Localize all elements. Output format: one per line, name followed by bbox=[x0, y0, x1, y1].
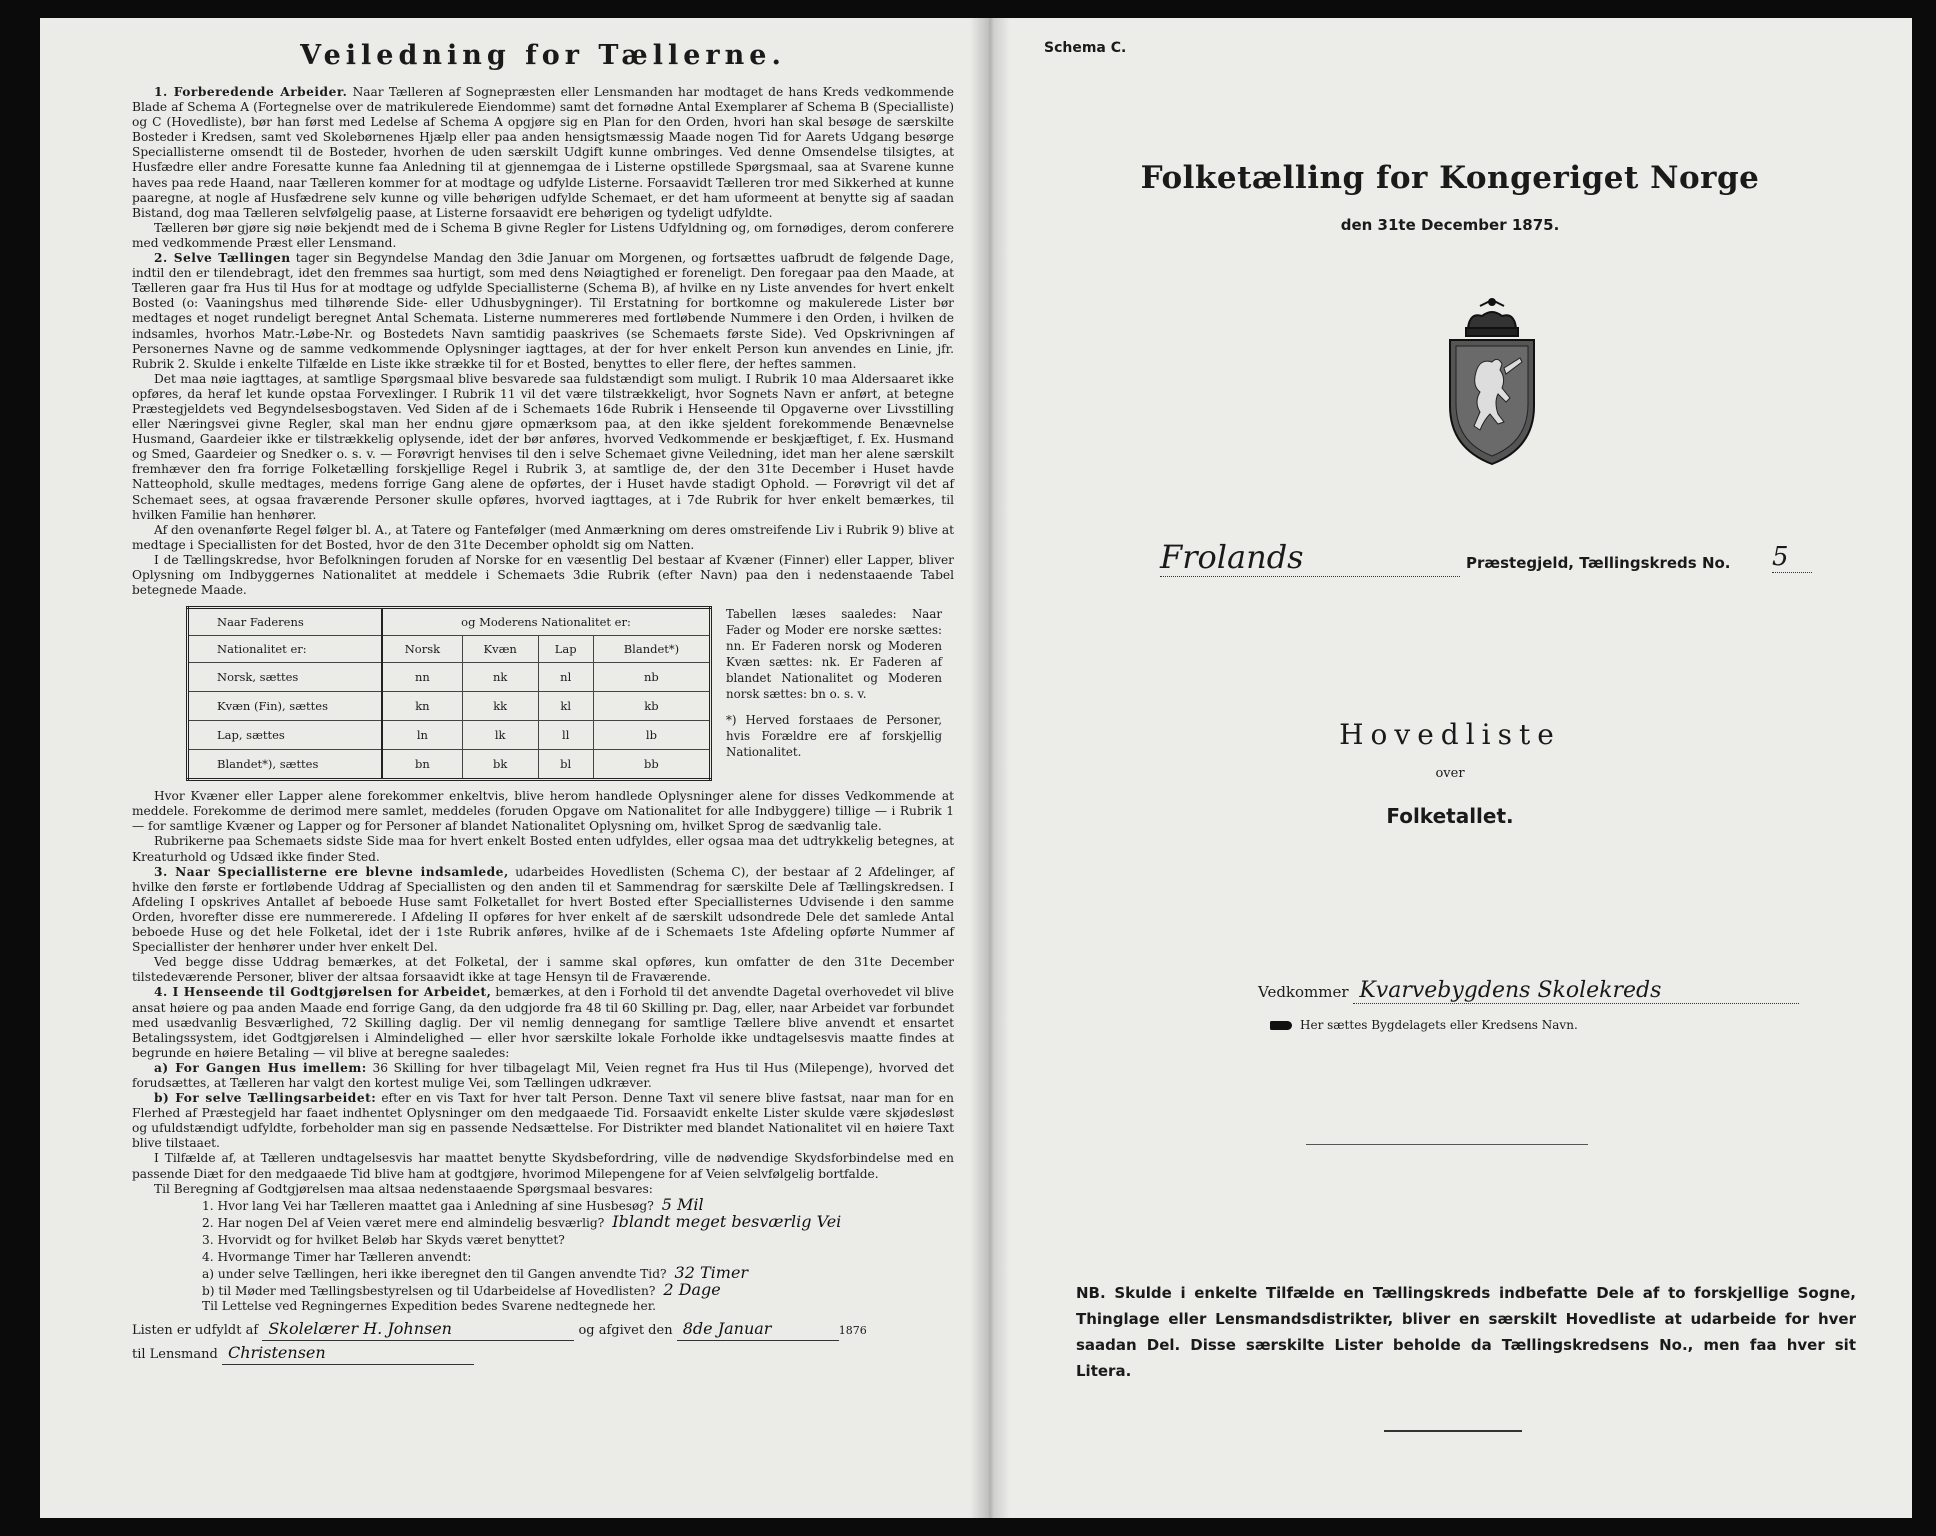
left-page bbox=[40, 18, 988, 1518]
question-answer: Iblandt meget besværlig Vei bbox=[612, 1211, 842, 1231]
instructions-sections-2 bbox=[132, 789, 954, 1197]
instruction-paragraph bbox=[132, 1091, 954, 1151]
paragraph-text: Af den ovenanførte Regel følger bl. A., at Tatere og Fantefølger (med Anmærkning om deres omstreifende Liv i Rubrik 9) blive at medtage i Speciallisten for det Bosted, hvor de den 31te December opholdt sig om Natten. bbox=[132, 522, 954, 552]
paragraph-lead: 2. Selve Tællingen bbox=[154, 251, 291, 266]
instruction-paragraph bbox=[132, 1061, 954, 1091]
table-row-label: Lap, sættes bbox=[188, 721, 383, 750]
question-item bbox=[202, 1248, 954, 1265]
paragraph-text: efter en vis Taxt for hver talt Person. Denne Taxt vil senere blive fastsat, naar man for en Flerhed af Præstegjeld har faaet indhentet Oplysninger om den medgaaede Tid. Forsaavidt enkelte Lister skulde være skjødesløst og ufuldstændigt udfyldte, forbeholder man sig en passende Nedsættelse. For Distrikter med blandet Nationalitet vil en høiere Taxt blive tilstaaet. bbox=[132, 1091, 954, 1151]
sig-label: Listen er udfyldt af bbox=[132, 1322, 259, 1338]
question-answer: 2 Dage bbox=[663, 1279, 721, 1299]
vedkommer-handwritten: Kvarvebygdens Skolekreds bbox=[1353, 978, 1799, 1004]
instruction-paragraph bbox=[132, 865, 954, 956]
paragraph-text: Hvor Kvæner eller Lapper alene forekommer enkeltvis, blive herom handlede Oplysninger alene for disses Vedkommende at meddele. Forekomme de derimod mere samlet, meddeles (foruden Opgave om Nationalitet for alle Indbyggere) tillige — i Rubrik 1 — for samtlige Kvæner og Lapper og for Personer af blandet Nationalitet Oplysning om, hvilket Sprog de sædvanlig tale. bbox=[132, 789, 954, 834]
paragraph-text: Tælleren bør gjøre sig nøie bekjendt med de i Schema B givne Regler for Listens Udfyldning og, om fornødiges, derom conferere med vedkommende Præst eller Lensmand. bbox=[132, 220, 954, 250]
table-column-header: Kvæn bbox=[462, 636, 538, 663]
table-cell: lk bbox=[462, 721, 538, 750]
district-number: 5 bbox=[1772, 542, 1812, 573]
census-title: Folketælling for Kongeriget Norge bbox=[1140, 160, 1760, 196]
question-item bbox=[202, 1211, 954, 1231]
sig-name: Skolelærer H. Johnsen bbox=[262, 1318, 574, 1341]
instructions-column bbox=[132, 40, 954, 1366]
question-text: 4. Hvormange Timer har Tælleren anvendt: bbox=[202, 1249, 472, 1264]
table-cell: nk bbox=[462, 663, 538, 692]
table-footnote: *) Herved forstaaes de Personer, hvis Forældre ere af forskjellig Nationalitet. bbox=[726, 713, 942, 760]
table-cell: kl bbox=[538, 692, 593, 721]
instruction-paragraph bbox=[132, 834, 954, 864]
paragraph-text: 36 Skilling for hver tilbagelagt Mil, Veien regnet fra Hus til Hus (Milepenge), hvorved det forudsættes, at Tælleren har valgt den kortest mulige Vei, som Tællingen udkræver. bbox=[132, 1060, 955, 1090]
table-cell: nb bbox=[593, 663, 710, 692]
book-gutter bbox=[970, 18, 1010, 1518]
schema-label: Schema C. bbox=[1044, 40, 1127, 56]
paragraph-lead: 3. Naar Speciallisterne ere blevne indsamlede, bbox=[154, 864, 509, 879]
question-item bbox=[202, 1262, 954, 1282]
table-cell: nn bbox=[382, 663, 462, 692]
pointing-hand-icon bbox=[1270, 1021, 1292, 1030]
table-cell: bn bbox=[382, 750, 462, 780]
paragraph-text: udarbeides Hovedlisten (Schema C), der bestaar af 2 Afdelinger, af hvilke den første er fortløbende Uddrag af Speciallisten og den anden til et Sammendrag for særskilte Dele af Tællingskredsen. I Afdeling I opskrives Antallet af beboede Huse samt Folketallet for hvert Bosted efter Speciallisternes Udvisende i den samme Orden, hvorefter disse ere nummererede. I Afdeling II opføres for hver enkelt af de særskilt udsondrede Dele det samlede Antal beboede Huse og det hele Folketal, idet der i 1ste Rubrik anføres, hvilke af de i Schemaets 1ste Afdeling opførte Nummer af Speciallister der henhører under hver enkelt Del. bbox=[132, 864, 954, 955]
questions-list bbox=[202, 1194, 954, 1299]
table-cell: ll bbox=[538, 721, 593, 750]
table-cell: lb bbox=[593, 721, 710, 750]
instruction-paragraph bbox=[132, 85, 954, 221]
instruction-paragraph bbox=[132, 553, 954, 598]
instruction-paragraph bbox=[132, 1182, 954, 1197]
signature-block bbox=[132, 1318, 954, 1366]
table-cell: nl bbox=[538, 663, 593, 692]
instruction-paragraph bbox=[132, 372, 954, 523]
question-text: a) under selve Tællingen, heri ikke iberegnet den til Gangen anvendte Tid? bbox=[202, 1266, 667, 1281]
table-row bbox=[188, 663, 711, 692]
table-row bbox=[188, 692, 711, 721]
question-text: 2. Har nogen Del af Veien været mere end almindelig besværlig? bbox=[202, 1215, 605, 1230]
question-text: 1. Hvor lang Vei har Tælleren maattet gaa i Anledning af sine Husbesøg? bbox=[202, 1198, 654, 1213]
table-cell: bk bbox=[462, 750, 538, 780]
instructions-title: Veiledning for Tællerne. bbox=[300, 40, 786, 71]
document-spread bbox=[40, 18, 1912, 1518]
coat-of-arms-icon bbox=[1440, 298, 1544, 468]
paragraph-text: Naar Tælleren af Sognepræsten eller Lensmanden har modtaget de hans Kreds vedkommende Blade af Schema A (Fortegnelse over de matrikulerede Eiendomme) samt det fornødne Antal Exemplarer af Schema B (Specialliste) og C (Hovedliste), bør han først med Ledelse af Schema A opgjøre sig en Plan for den Orden, hvori han skal besøge de særskilte Bosteder i Kredsen, samt ved Skolebørnenes Hjælp eller paa anden hensigtsmæssig Maade nogen Tid for Aarets Udgang besørge Speciallisterne omsendt til de Bosteder, hvorhen de uden særskilt Udgift kunne ombringes. Ved denne Omsendelse tilsigtes, at Husfædre eller andre Foresatte kunne faa Anledning til at gjennemgaa de i Listerne opstillede Spørgsmaal, saa at Svarene kunne haves paa rede Haand, naar Tælleren kommer for at modtage og udfylde Listerne. Forsaavidt Tælleren tror med Sikkerhed at kunne paaregne, at nogle af Husfædrene selv kunne og ville behørigen udfylde Schemaet, er det ham uformeent at benytte sig af saadan Bistand, dog maa Tælleren selvfølgelig paase, at Listerne forsaavidt ere behørigen og tydeligt udfyldte. bbox=[132, 85, 955, 220]
vedkommer-note-text: Her sættes Bygdelagets eller Kredsens Navn. bbox=[1300, 1018, 1578, 1032]
paragraph-text: bemærkes, at den i Forhold til det anvendte Dagetal overhovedet vil blive ansat høiere og paa anden Maade end forrige Gang, da den udgjorde fra 48 til 60 Skilling pr. Dag, eller, naar Arbeidet var forbundet med usædvanlig Besværlighed, 72 Skilling daglig. Der vil nemlig dennegang for samtlige Tællere blive anvendt et ensartet Betalingssystem, idet Godtgjørelsen i Almindelighed — eller hvor særskilte lokale Forholde ikke undtagelsesvis maatte findes at begrunde en høiere Betaling — vil blive at beregne saaledes: bbox=[132, 985, 955, 1060]
vedkommer-label: Vedkommer bbox=[1258, 983, 1349, 1001]
paragraph-lead: 1. Forberedende Arbeider. bbox=[154, 85, 348, 99]
table-cell: bb bbox=[593, 750, 710, 780]
nationality-table bbox=[186, 606, 712, 781]
table-corner-bottom: Nationalitet er: bbox=[188, 636, 383, 663]
question-answer: 5 Mil bbox=[661, 1194, 704, 1214]
nb-note: NB. Skulde i enkelte Tilfælde en Tællingskreds indbefatte Dele af to forskjellige Sogne, Thinglage eller Lensmandsdistrikter, bliver en særskilt Hovedliste at udarbeide for hver saadan Del. Disse særskilte Lister beholde da Tællingskredsens No., men faa hver sit Litera. bbox=[1076, 1284, 1856, 1380]
table-row bbox=[188, 721, 711, 750]
right-page bbox=[988, 18, 1912, 1518]
question-answer: 32 Timer bbox=[674, 1262, 749, 1282]
paragraph-text: I Tilfælde af, at Tælleren undtagelsesvis har maattet benytte Skydsbefordring, ville de nødvendige Skydsforbindelse med en passende Diæt for den medgaaede Tid blive ham at godtgjøre, hvorimod Milepengene for af Veien selvfølgelig bortfalde. bbox=[132, 1151, 954, 1181]
table-cell: kb bbox=[593, 692, 710, 721]
date-value: 8de Januar bbox=[677, 1318, 839, 1341]
parish-label: Præstegjeld, Tællingskreds No. bbox=[1466, 554, 1731, 572]
instruction-paragraph bbox=[132, 1151, 954, 1181]
instruction-paragraph bbox=[132, 251, 954, 372]
divider-line bbox=[1306, 1144, 1588, 1145]
date-label: og afgivet den bbox=[578, 1322, 673, 1338]
vedkommer-line bbox=[1258, 978, 1818, 1004]
question-item bbox=[202, 1279, 954, 1299]
table-column-header: Norsk bbox=[382, 636, 462, 663]
instruction-paragraph bbox=[132, 789, 954, 834]
hovedliste-title: Hovedliste bbox=[1339, 718, 1561, 751]
closing-note: Til Lettelse ved Regningernes Expedition bedes Svarene nedtegnede her. bbox=[202, 1298, 657, 1313]
instructions-sections bbox=[132, 85, 954, 598]
over-text: over bbox=[1435, 766, 1465, 781]
table-cell: kn bbox=[382, 692, 462, 721]
table-row bbox=[188, 750, 711, 780]
instruction-paragraph bbox=[132, 985, 954, 1060]
folketallet-title: Folketallet. bbox=[1386, 804, 1514, 828]
paragraph-text: Rubrikerne paa Schemaets sidste Side maa for hvert enkelt Bosted enten udfyldes, eller ogsaa maa det udtrykkelig betegnes, at Kreaturhold og Udsæd ikke finder Sted. bbox=[132, 834, 954, 864]
paragraph-lead: a) For Gangen Hus imellem: bbox=[154, 1060, 367, 1075]
table-corner-top: Naar Faderens bbox=[188, 608, 383, 636]
question-item bbox=[202, 1231, 954, 1248]
table-reading-note: Tabellen læses saaledes: Naar Fader og Moder ere norske sættes: nn. Er Faderen norsk og Moderen Kvæn sættes: nk. Er Faderen af blandet Nationalitet og Moderen norsk sættes: bn o. s. v. bbox=[726, 607, 942, 702]
paragraph-text: Til Beregning af Godtgjørelsen maa altsaa nedenstaaende Spørgsmaal besvares: bbox=[154, 1181, 653, 1196]
question-text: 3. Hvorvidt og for hvilket Beløb har Skyds været benyttet? bbox=[202, 1232, 565, 1247]
paragraph-text: I de Tællingskredse, hvor Befolkningen foruden af Norske for en væsentlig Del bestaar af Kvæner (Finner) eller Lapper, bliver Oplysning om Indbyggernes Nationalitet at meddele i Schemaets 3die Rubrik (efter Navn) paa den i nedenstaaende Tabel betegnede Maade. bbox=[132, 552, 954, 598]
paragraph-text: Det maa nøie iagttages, at samtlige Spørgsmaal blive besvarede saa fuldstændigt som muligt. I Rubrik 10 maa Aldersaaret ikke opføres, da heraf let kunde opstaa Forvexlinger. I Rubrik 11 vil det være tilstrækkeligt, hvor Sognets Navn er anført, at betegne Præstegjeldets ved Begyndelsesbogstaven. Ved Siden af de i Schemaets 16de Rubrik i Henseende til Opgaverne over Livsstilling eller Næringsvei givne Regler, skal man her endnu gjøre opmærksom paa, at den ikke sjeldent forekommende Benævnelse Husmand, Gaardeier ikke er tilstrækkelig oplysende, idet der bør anføres, hvorved Vedkommende er beskjæftiget, f. Ex. Husmand og Smed, Gaardeier og Snedker o. s. v. — Forøvrigt henvises til den i selve Schemaet givne Veiledning, idet man her alene særskilt fremhæver den fra forrige Folketælling forskjellige Regel i Rubrik 3, at samtlige de, der den 31te December i Huset havde Natteophold, skulle medtages, medens forrige Gang alene de opførtes, der i Huset havde stadigt Ophold. — Forøvrigt vil det af Schemaet sees, at ogsaa fraværende Personer skulle opføres, hvorved iagttages, at i 7de Rubrik for hver enkelt bemærkes, til hvilken Familie han henhører. bbox=[132, 371, 954, 522]
year: 1876 bbox=[838, 1323, 867, 1337]
parish-line bbox=[1160, 538, 1820, 578]
nationality-block bbox=[186, 606, 954, 781]
vedkommer-note bbox=[1270, 1018, 1578, 1032]
question-item bbox=[202, 1194, 954, 1214]
mother-header: og Moderens Nationalitet er: bbox=[382, 608, 711, 636]
paragraph-text: Ved begge disse Uddrag bemærkes, at det Folketal, der i samme skal opføres, kun omfatter de den 31te December tilstedeværende Personer, bliver der altsaa forsaavidt ikke at tage Hensyn til de Fraværende. bbox=[132, 955, 954, 985]
paragraph-text: tager sin Begyndelse Mandag den 3die Januar om Morgenen, og fortsættes uafbrudt de følgende Dage, indtil den er tilendebragt, idet den fremmes saa hurtigt, som med dens Nøiagtighed er foreneligt. Den foregaar paa den Maade, at Tælleren gaar fra Hus til Hus for at modtage og udfylde Speciallisterne (Schema B), af hvilke en ny Liste anvendes for hvert enkelt Bosted (o: Vaaningshus med tilhørende Side- eller Udhusbygninger). Til Erstatning for bortkomne og makulerede Lister bør medtages et noget rundeligt beregnet Antal Schemata. Listerne nummereres med fortløbende Nummere i den Orden, i hvilken de indsamles, hvorhos Matr.-Løbe-Nr. og Bostedets Navn samtidig paaskrives (se Schemaets første Side). Ved Opskrivningen af Personernes Navne og de samme vedkommende Oplysninger iagttages, at der for hver enkelt Person kun anvendes en Linie, jfr. Rubrik 2. Skulde i enkelte Tilfælde en Liste ikke strække til for et Bosted, benyttes to eller flere, der heftes sammen. bbox=[132, 251, 955, 371]
table-column-header: Lap bbox=[538, 636, 593, 663]
instruction-paragraph bbox=[132, 523, 954, 553]
table-note bbox=[726, 606, 942, 781]
table-column-header: Blandet*) bbox=[593, 636, 710, 663]
paragraph-lead: b) For selve Tællingsarbeidet: bbox=[154, 1091, 377, 1106]
table-cell: bl bbox=[538, 750, 593, 780]
to-label: til Lensmand bbox=[132, 1346, 218, 1362]
table-row-label: Blandet*), sættes bbox=[188, 750, 383, 780]
census-date: den 31te December 1875. bbox=[1340, 216, 1560, 234]
paragraph-lead: 4. I Henseende til Godtgjørelsen for Arbeidet, bbox=[154, 985, 492, 1000]
table-cell: ln bbox=[382, 721, 462, 750]
parish-handwritten: Frolands bbox=[1160, 538, 1460, 577]
to-name: Christensen bbox=[222, 1342, 474, 1365]
question-text: b) til Møder med Tællingsbestyrelsen og til Udarbeidelse af Hovedlisten? bbox=[202, 1283, 656, 1298]
table-cell: kk bbox=[462, 692, 538, 721]
bottom-rule bbox=[1384, 1430, 1522, 1432]
instruction-paragraph bbox=[132, 955, 954, 985]
instruction-paragraph bbox=[132, 221, 954, 251]
table-row-label: Norsk, sættes bbox=[188, 663, 383, 692]
table-row-label: Kvæn (Fin), sættes bbox=[188, 692, 383, 721]
